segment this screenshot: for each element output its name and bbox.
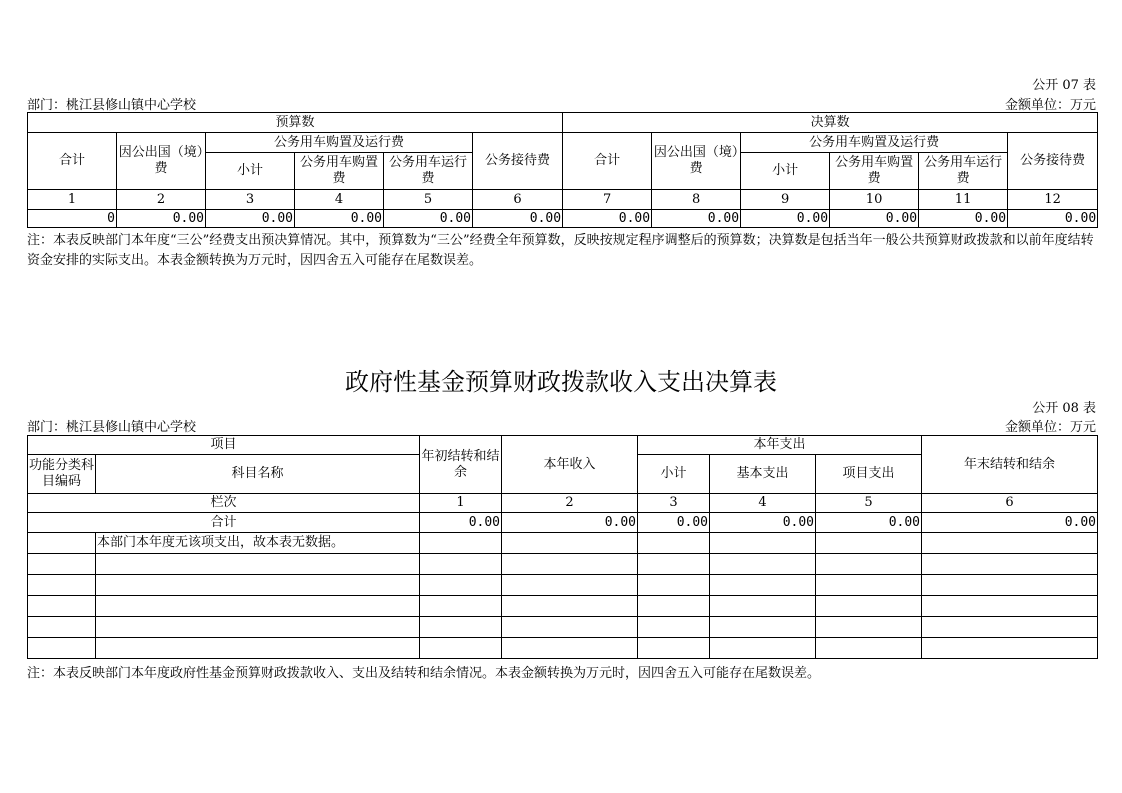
table-note: 注：本表反映部门本年度政府性基金预算财政拨款收入、支出及结转和结余情况。本表金额转换为万元时，因四舍五入可能存在尾数误差。 <box>27 666 821 681</box>
department-label: 部门：桃江县修山镇中心学校 <box>27 420 197 435</box>
column-number: 4 <box>710 494 816 513</box>
value-cell: 0.00 <box>741 210 830 228</box>
total-value: 0.00 <box>710 513 816 533</box>
value-cell: 0.00 <box>1008 210 1098 228</box>
table-row <box>28 575 1098 596</box>
column-number: 1 <box>420 494 502 513</box>
row-col-label: 栏次 <box>28 494 420 513</box>
total-value: 0.00 <box>638 513 710 533</box>
unit-label: 金额单位：万元 <box>1004 420 1096 435</box>
header-total: 合计 <box>563 133 652 190</box>
column-number: 3 <box>206 190 295 210</box>
total-value: 0.00 <box>816 513 922 533</box>
table-number: 公开 07 表 <box>1032 78 1096 93</box>
header-car-group: 公务用车购置及运行费 <box>741 133 1008 153</box>
header-project-expense: 项目支出 <box>816 455 922 494</box>
header-reception: 公务接待费 <box>473 133 563 190</box>
value-cell: 0.00 <box>919 210 1008 228</box>
final-group-header: 决算数 <box>563 113 1098 133</box>
value-cell: 0.00 <box>295 210 384 228</box>
column-number: 6 <box>922 494 1098 513</box>
table-row <box>28 554 1098 575</box>
value-cell: 0.00 <box>563 210 652 228</box>
table-row <box>28 638 1098 659</box>
total-label: 合计 <box>28 513 420 533</box>
total-value: 0.00 <box>420 513 502 533</box>
header-car-group: 公务用车购置及运行费 <box>206 133 473 153</box>
header-function-code: 功能分类科目编码 <box>28 455 96 494</box>
empty-data-message: 本部门本年度无该项支出，故本表无数据。 <box>96 533 420 554</box>
value-cell: 0.00 <box>206 210 295 228</box>
column-number-row <box>28 190 1098 210</box>
table-note: 注：本表反映部门本年度“三公”经费支出预决算情况。其中，预算数为“三公”经费全年预算数，反映按规定程序调整后的预算数；决算数是包括当年一般公共预算财政拨款和以前年度结转资金安排的实际支出。本表金额转换为万元时，因四舍五入可能存在尾数误差。 <box>27 233 1094 268</box>
column-number: 12 <box>1008 190 1098 210</box>
column-number: 5 <box>384 190 473 210</box>
column-number: 5 <box>816 494 922 513</box>
column-number: 1 <box>28 190 117 210</box>
header-item: 项目 <box>28 436 420 455</box>
column-number: 11 <box>919 190 1008 210</box>
header-subtotal: 小计 <box>638 455 710 494</box>
value-cell: 0.00 <box>830 210 919 228</box>
total-value: 0.00 <box>502 513 638 533</box>
header-reception: 公务接待费 <box>1008 133 1098 190</box>
header-car-run: 公务用车运行费 <box>919 153 1008 190</box>
column-number: 8 <box>652 190 741 210</box>
value-cell: 0.00 <box>117 210 206 228</box>
value-cell: 0.00 <box>384 210 473 228</box>
header-basic-expense: 基本支出 <box>710 455 816 494</box>
header-total: 合计 <box>28 133 117 190</box>
header-expense-group: 本年支出 <box>638 436 922 455</box>
column-number: 10 <box>830 190 919 210</box>
department-label: 部门：桃江县修山镇中心学校 <box>27 98 197 113</box>
column-number: 6 <box>473 190 563 210</box>
column-number: 4 <box>295 190 384 210</box>
budget-group-header: 预算数 <box>28 113 563 133</box>
government-fund-table <box>27 435 1098 659</box>
header-subject-name: 科目名称 <box>96 455 420 494</box>
total-row <box>28 513 1098 533</box>
header-abroad: 因公出国（境）费 <box>117 133 206 190</box>
unit-label: 金额单位：万元 <box>1004 98 1096 113</box>
header-income: 本年收入 <box>502 436 638 494</box>
header-car-purchase: 公务用车购置费 <box>295 153 384 190</box>
value-row <box>28 210 1098 228</box>
header-subtotal: 小计 <box>741 153 830 190</box>
table-row <box>28 617 1098 638</box>
column-number: 3 <box>638 494 710 513</box>
column-number-row <box>28 494 1098 513</box>
total-value: 0.00 <box>922 513 1098 533</box>
value-cell: 0.00 <box>652 210 741 228</box>
header-car-run: 公务用车运行费 <box>384 153 473 190</box>
column-number: 7 <box>563 190 652 210</box>
header-end-balance: 年末结转和结余 <box>922 436 1098 494</box>
header-car-purchase: 公务用车购置费 <box>830 153 919 190</box>
header-subtotal: 小计 <box>206 153 295 190</box>
table-row <box>28 533 1098 554</box>
value-cell: 0 <box>28 210 117 228</box>
value-cell: 0.00 <box>473 210 563 228</box>
column-number: 2 <box>117 190 206 210</box>
table-row <box>28 596 1098 617</box>
header-begin-balance: 年初结转和结余 <box>420 436 502 494</box>
three-public-expenses-table <box>27 112 1098 228</box>
table-number: 公开 08 表 <box>1032 401 1096 416</box>
column-number: 9 <box>741 190 830 210</box>
column-number: 2 <box>502 494 638 513</box>
header-abroad: 因公出国（境）费 <box>652 133 741 190</box>
page-title: 政府性基金预算财政拨款收入支出决算表 <box>345 368 777 396</box>
